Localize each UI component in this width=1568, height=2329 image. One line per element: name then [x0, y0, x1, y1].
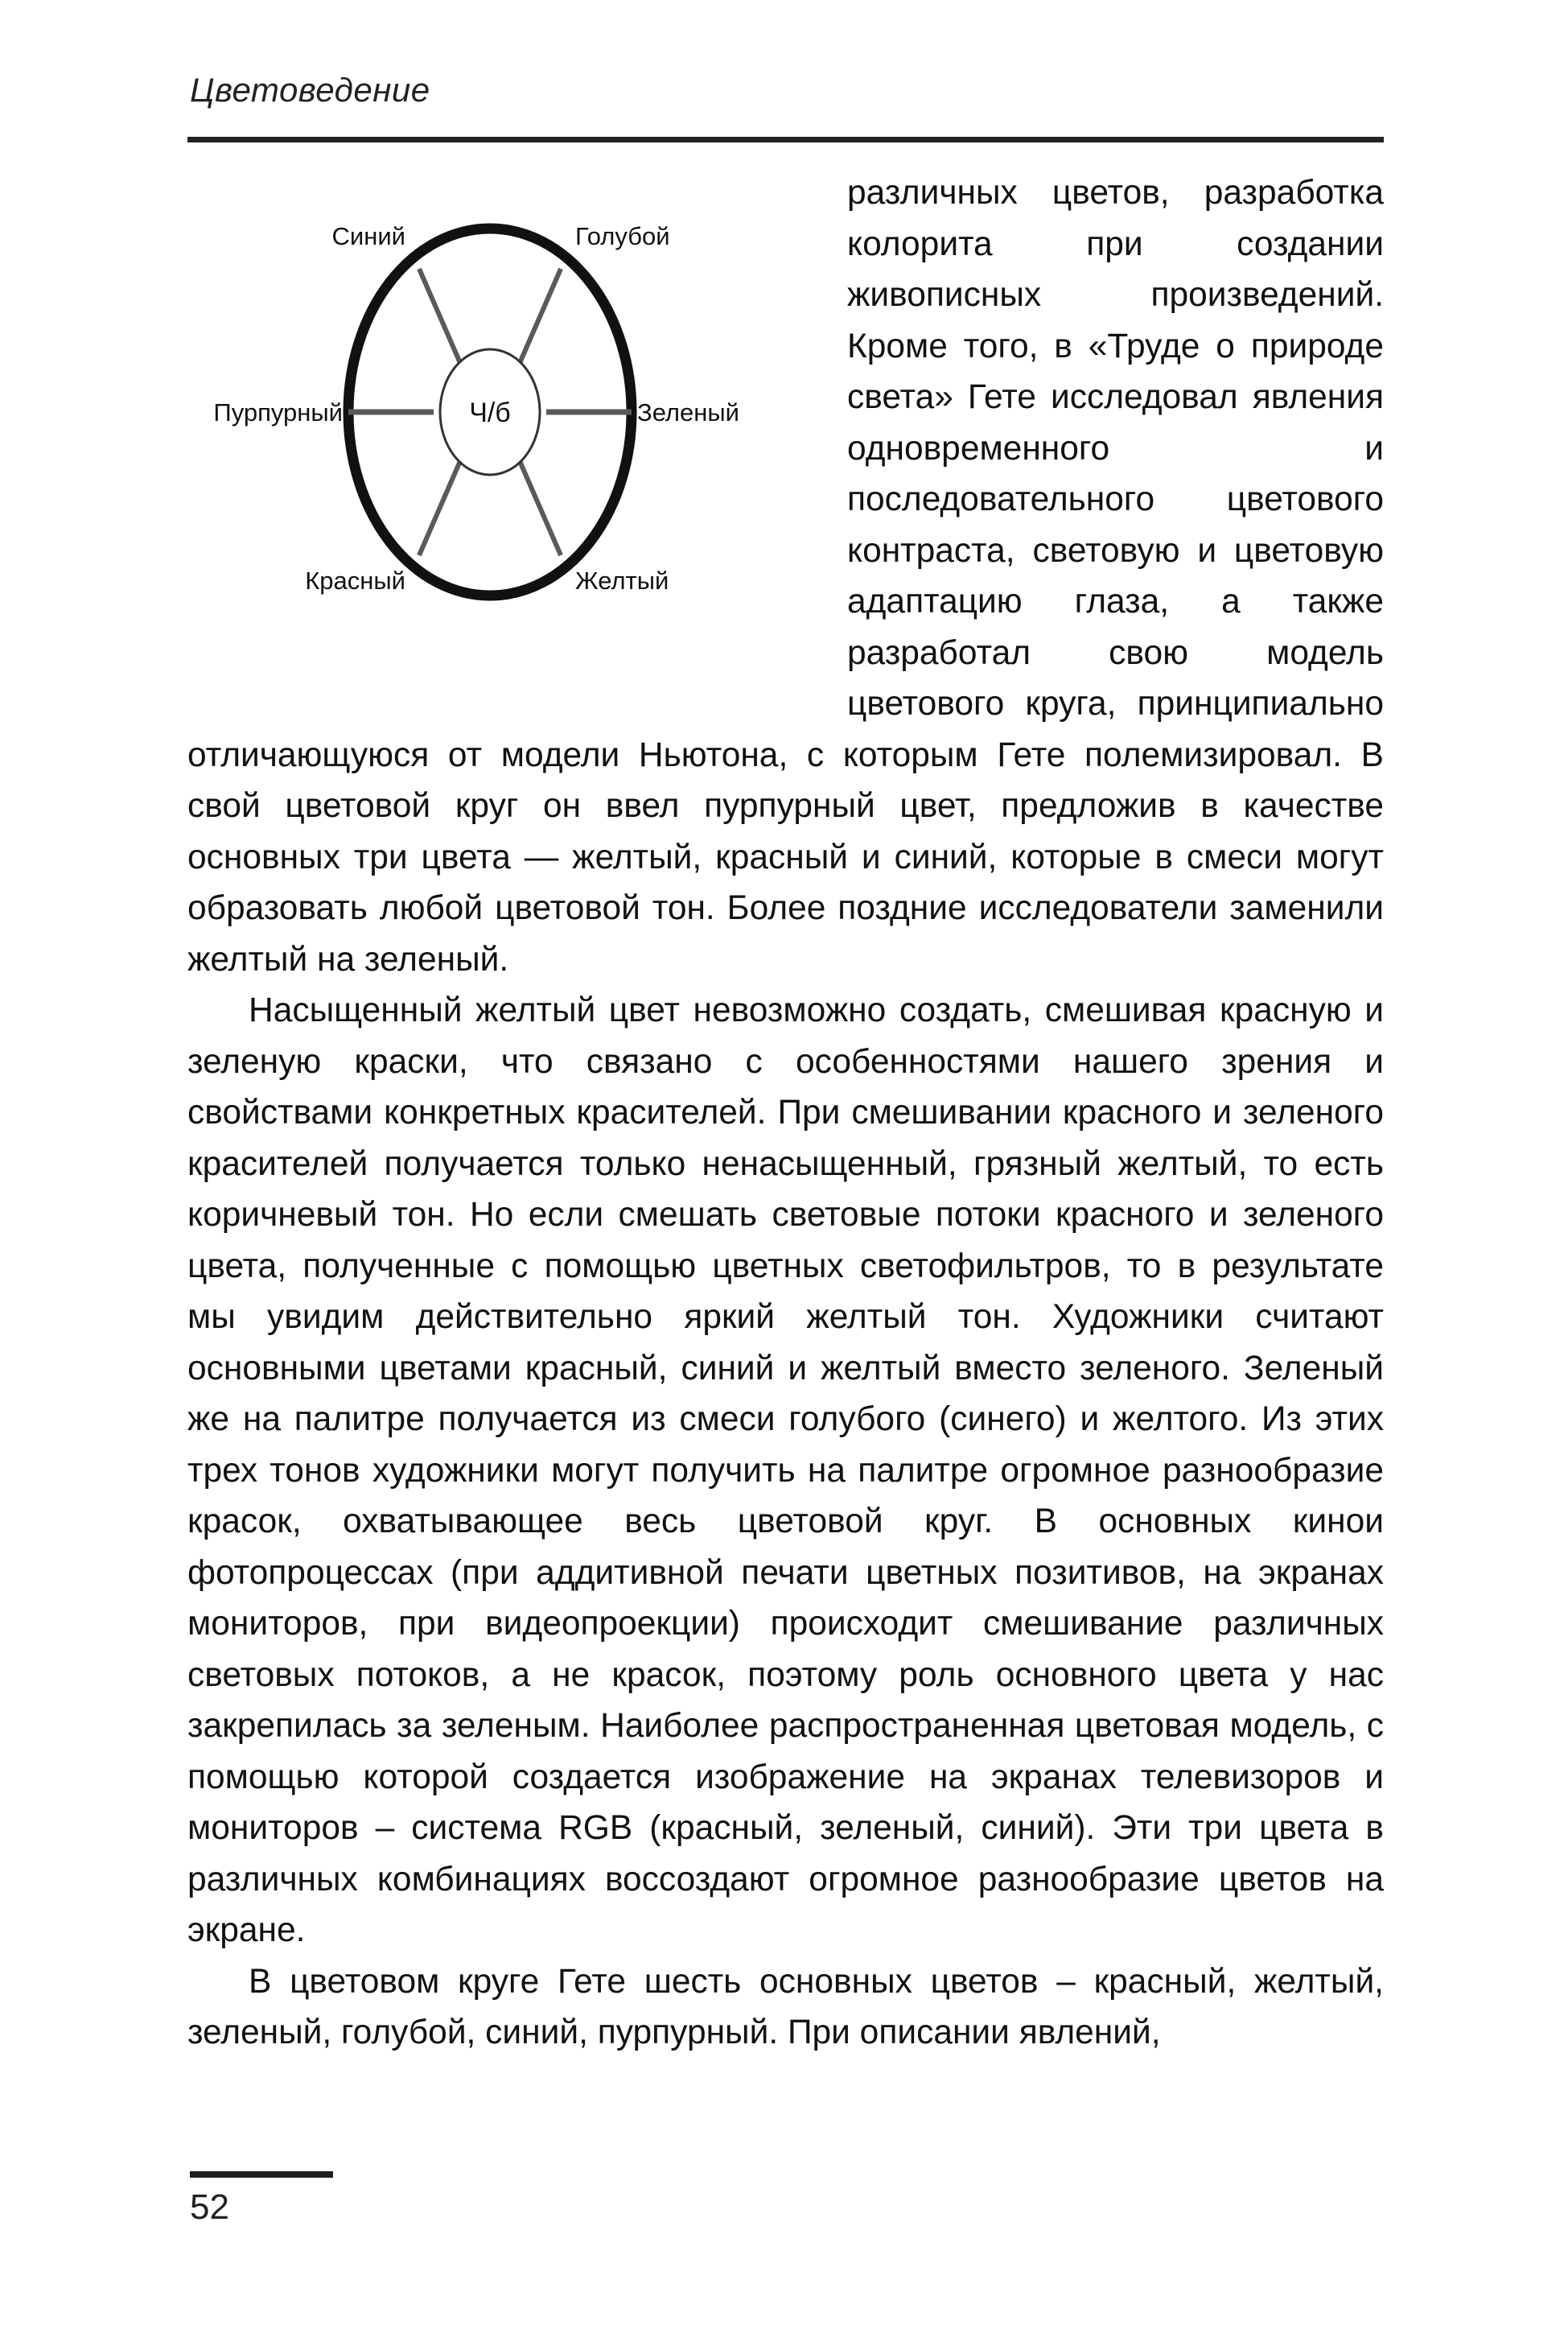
- paragraph-1: различных цветов, разработка колорита при создании живописных произведений. Кроме того, в «Труде о природе света» Гете исследовал явления одновременного и последовательного цветового контраста, световую и цветовую адаптацию глаза, а также разработал свою модель цветового круга, принципиально отличающуюся от модели Ньютона, с которым Гете полемизировал. В свой цветовой круг он ввел пурпурный цвет, предложив в качестве основных три цвета — желтый, красный и синий, которые в смеси могут образовать любой цветовой тон. Более поздние исследователи заменили желтый на зеленый.: [187, 174, 1384, 979]
- wheel-label-blue: Синий: [331, 222, 405, 250]
- wheel-label-yellow: Желтый: [575, 567, 669, 595]
- page-number: 52: [190, 2187, 229, 2227]
- wheel-center-label: Ч/б: [469, 398, 511, 428]
- wheel-label-green: Зеленый: [637, 398, 739, 427]
- footer-rule: [190, 2171, 333, 2178]
- wheel-label-red: Красный: [305, 567, 405, 595]
- body-content: [187, 167, 1384, 2059]
- running-head: Цветоведение: [190, 71, 430, 109]
- paragraph-2: Насыщенный желтый цвет невозможно создать, смешивая красную и зеленую краски, что связано с особенностями нашего зрения и свойствами конкретных красителей. При смешивании красного и зеленого красителей получается только ненасыщенный, грязный желтый, то есть коричневый тон. Но если смешать световые потоки красного и зеленого цвета, полученные с помощью цветных светофильтров, то в результате мы увидим действительно яркий желтый тон. Художники считают основными цветами красный, синий и желтый вместо зеленого. Зеленый же на палитре получается из смеси голубого (синего) и желтого. Из этих трех тонов художники могут получить на палитре огромное разнообразие красок, охватывающее весь цветовой круг. В основных кинои фотопроцессах (при аддитивной печати цветных позитивов, на экранах мониторов, при видеопроекции) происходит смешивание различных световых потоков, а не красок, поэтому роль основного цвета у нас закрепилась за зеленым. Наиболее распространенная цветовая модель, с помощью которой создается изображение на экранах телевизоров и мониторов – система RGB (красный, зеленый, синий). Эти три цвета в различных комбинациях воссоздают огромное разнообразие цветов на экране.: [187, 991, 1384, 1949]
- header-rule: [187, 137, 1384, 142]
- wheel-label-purple: Пурпурный: [213, 398, 343, 427]
- wheel-label-cyan: Голубой: [575, 222, 670, 250]
- figure-wrap-spacer: [187, 167, 847, 689]
- paragraph-3: В цветовом круге Гете шесть основных цветов – красный, желтый, зеленый, голубой, синий, пурпурный. При описании явлений,: [187, 1962, 1384, 2051]
